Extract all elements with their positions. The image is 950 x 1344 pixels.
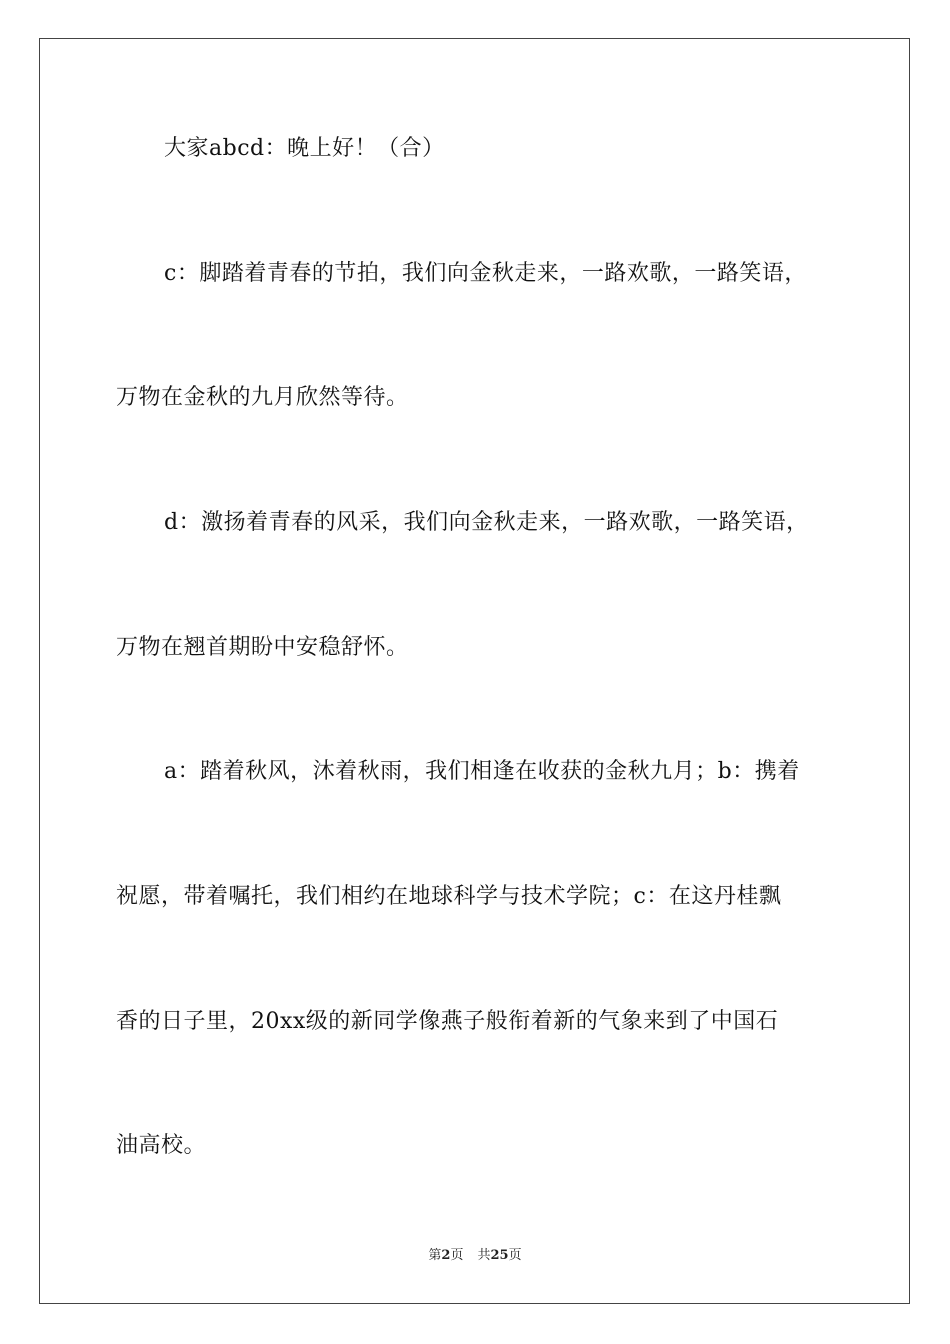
page-footer xyxy=(0,1247,950,1265)
text-line-a-continued-2: 香的日子里，20xx级的新同学像燕子般衔着新的气象来到了中国石 xyxy=(116,1009,779,1034)
footer-page-number: 2 xyxy=(441,1248,451,1263)
footer-page-suffix: 页 xyxy=(450,1248,464,1263)
text-line-c-continued: 万物在金秋的九月欣然等待。 xyxy=(116,385,409,410)
text-line-d-paragraph: d：激扬着青春的风采，我们向金秋走来，一路欢歌，一路笑语， xyxy=(164,510,809,535)
text-line-a-continued-1: 祝愿，带着嘱托，我们相约在地球科学与技术学院；c：在这丹桂飘 xyxy=(116,884,782,909)
page-border xyxy=(39,38,910,1304)
text-line-d-continued: 万物在翘首期盼中安稳舒怀。 xyxy=(116,635,409,660)
text-line-greeting: 大家abcd：晚上好！（合） xyxy=(164,136,445,161)
footer-total-prefix: 共 xyxy=(477,1248,491,1263)
text-line-a-paragraph: a：踏着秋风，沐着秋雨，我们相逢在收获的金秋九月；b：携着 xyxy=(164,759,800,784)
footer-page-prefix: 第 xyxy=(428,1248,442,1263)
text-line-a-continued-3: 油高校。 xyxy=(116,1133,207,1158)
text-line-c-paragraph: c：脚踏着青春的节拍，我们向金秋走来，一路欢歌，一路笑语， xyxy=(164,261,807,286)
footer-total-suffix: 页 xyxy=(508,1248,522,1263)
footer-total-pages: 25 xyxy=(490,1248,509,1263)
